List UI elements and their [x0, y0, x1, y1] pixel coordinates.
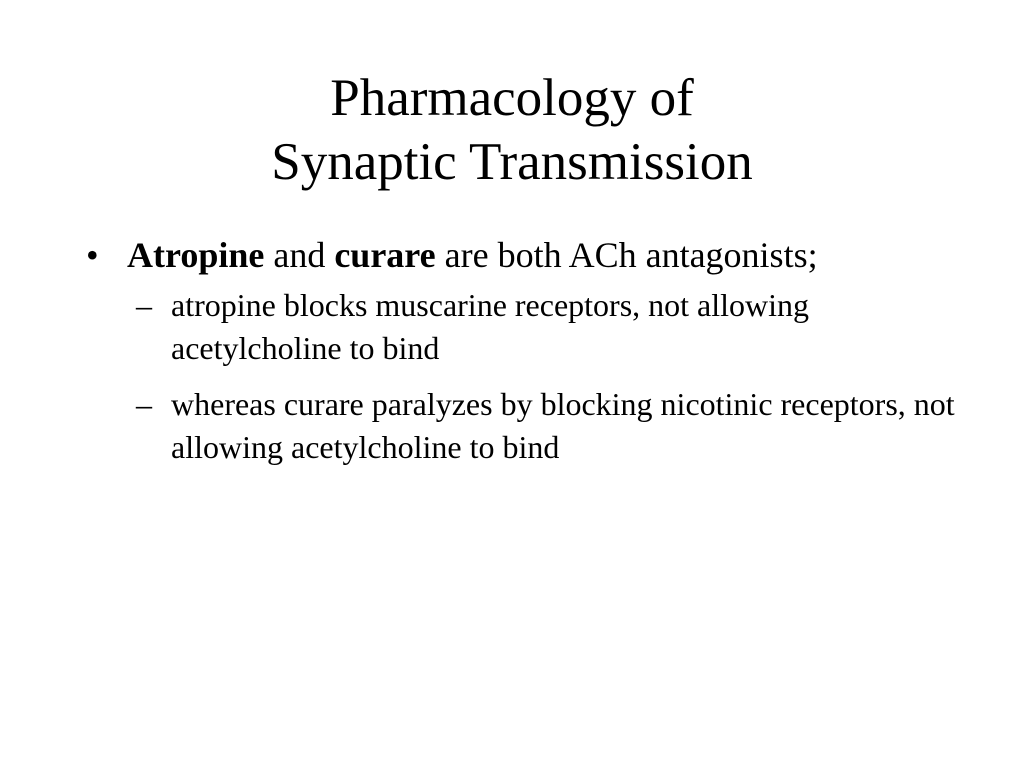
- bullet-text-part: and: [264, 235, 335, 275]
- sub-bullet-marker: –: [136, 287, 152, 323]
- title-line-1: Pharmacology of: [330, 69, 694, 127]
- bullet-marker: •: [86, 235, 99, 275]
- slide-body: [86, 232, 966, 482]
- term-atropine: Atropine: [127, 235, 265, 275]
- title-line-2: Synaptic Transmission: [271, 133, 753, 191]
- sub-bullet-item: [86, 383, 966, 469]
- sub-bullet-text: whereas curare paralyzes by blocking nicotinic receptors, not allowing acetylcholine to bind: [171, 386, 955, 465]
- slide-title: [0, 66, 1024, 194]
- sub-bullet-item: [86, 284, 966, 370]
- term-curare: curare: [334, 235, 436, 275]
- bullet-text-part: are both ACh antagonists;: [435, 235, 818, 275]
- sub-bullet-marker: –: [136, 386, 152, 422]
- sub-bullet-text: atropine blocks muscarine receptors, not allowing acetylcholine to bind: [171, 287, 810, 366]
- bullet-item: [86, 232, 966, 278]
